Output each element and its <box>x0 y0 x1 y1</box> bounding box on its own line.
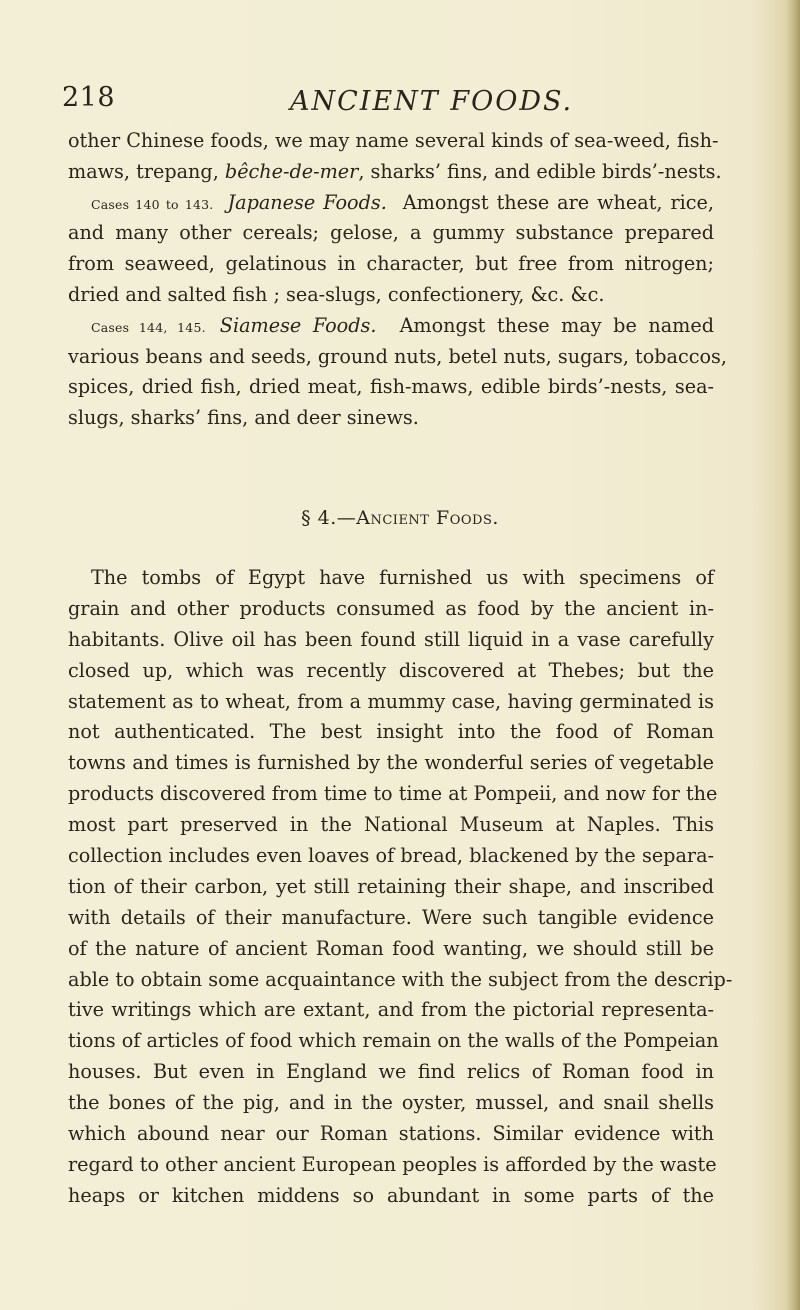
text-line: spices, dried fish, dried meat, fish-maws, edible birds’-nests, sea- <box>68 375 714 399</box>
running-head: ANCIENT FOODS. <box>290 86 574 117</box>
text-line: from seaweed, gelatinous in character, but free from nitrogen; <box>68 252 714 276</box>
text-line: not authenticated. The best insight into the food of Roman <box>68 720 714 744</box>
siamese-foods-title: Siamese Foods. <box>219 313 377 337</box>
text-fragment: Amongst these are wheat, rice, <box>402 190 714 214</box>
text-fragment: maws, trepang, <box>68 159 225 183</box>
text-line <box>68 157 722 188</box>
text-line: most part preserved in the National Museum at Naples. This <box>68 813 714 837</box>
section-number: § 4.— <box>301 507 357 529</box>
text-line: of the nature of ancient Roman food wanting, we should still be <box>68 936 714 960</box>
page-header <box>62 82 742 122</box>
page-edge-shadow <box>786 0 800 1310</box>
text-line: collection includes even loaves of bread, blackened by the separa- <box>68 844 714 868</box>
text-line: The tombs of Egypt have furnished us with specimens of <box>91 566 714 589</box>
text-line: with details of their manufacture. Were such tangible evidence <box>68 905 714 929</box>
margin-note-cases: Cases 144, 145. <box>91 319 206 335</box>
text-line: various beans and seeds, ground nuts, betel nuts, sugars, tobaccos, <box>68 344 727 368</box>
text-fragment: Amongst these may be named <box>399 313 715 337</box>
text-line: regard to other ancient European peoples is afforded by the waste <box>68 1152 717 1176</box>
text-line: habitants. Olive oil has been found still liquid in a vase carefully <box>68 627 714 651</box>
text-line: able to obtain some acquaintance with the subject from the descrip- <box>68 967 733 991</box>
text-line: products discovered from time to time at Pompeii, and now for the <box>68 782 718 806</box>
text-line: houses. But even in England we find relics of Roman food in <box>68 1060 714 1084</box>
text-fragment: , sharks’ fins, and edible birds’-nests. <box>358 159 722 183</box>
text-line: tions of articles of food which remain on the walls of the Pompeian <box>68 1029 719 1053</box>
text-line: statement as to wheat, from a mummy case, having germinated is <box>68 689 714 713</box>
text-line: and many other cereals; gelose, a gummy substance prepared <box>68 221 714 245</box>
text-line: the bones of the pig, and in the oyster, mussel, and snail shells <box>68 1091 714 1115</box>
siamese-foods-heading-line <box>68 311 714 342</box>
text-line: tion of their carbon, yet still retaining their shape, and inscribed <box>68 874 714 898</box>
text-line: towns and times is furnished by the wonderful series of vegetable <box>68 751 714 775</box>
text-line: slugs, sharks’ fins, and deer sinews. <box>68 406 419 430</box>
japanese-foods-title: Japanese Foods. <box>227 190 387 214</box>
beche-de-mer-term: bêche-de-mer <box>224 159 359 183</box>
text-line: closed up, which was recently discovered at Thebes; but the <box>68 658 714 682</box>
section-title: Ancient Foods. <box>356 507 499 529</box>
margin-note-cases: Cases 140 to 143. <box>91 196 214 212</box>
japanese-foods-heading-line <box>68 188 714 219</box>
page-number: 218 <box>62 82 116 113</box>
text-line: heaps or kitchen middens so abundant in some parts of the <box>68 1183 714 1207</box>
ancient-foods-paragraph <box>68 563 733 1212</box>
text-line: which abound near our Roman stations. Similar evidence with <box>68 1122 714 1146</box>
text-line: dried and salted fish ; sea-slugs, confectionery, &c. &c. <box>68 282 605 306</box>
text-line: tive writings which are extant, and from the pictorial representa- <box>68 998 714 1022</box>
text-line: other Chinese foods, we may name several kinds of sea-weed, fish- <box>68 129 719 152</box>
upper-text-block <box>68 126 727 434</box>
text-line: grain and other products consumed as food by the ancient in- <box>68 596 714 620</box>
section-heading <box>0 507 800 529</box>
